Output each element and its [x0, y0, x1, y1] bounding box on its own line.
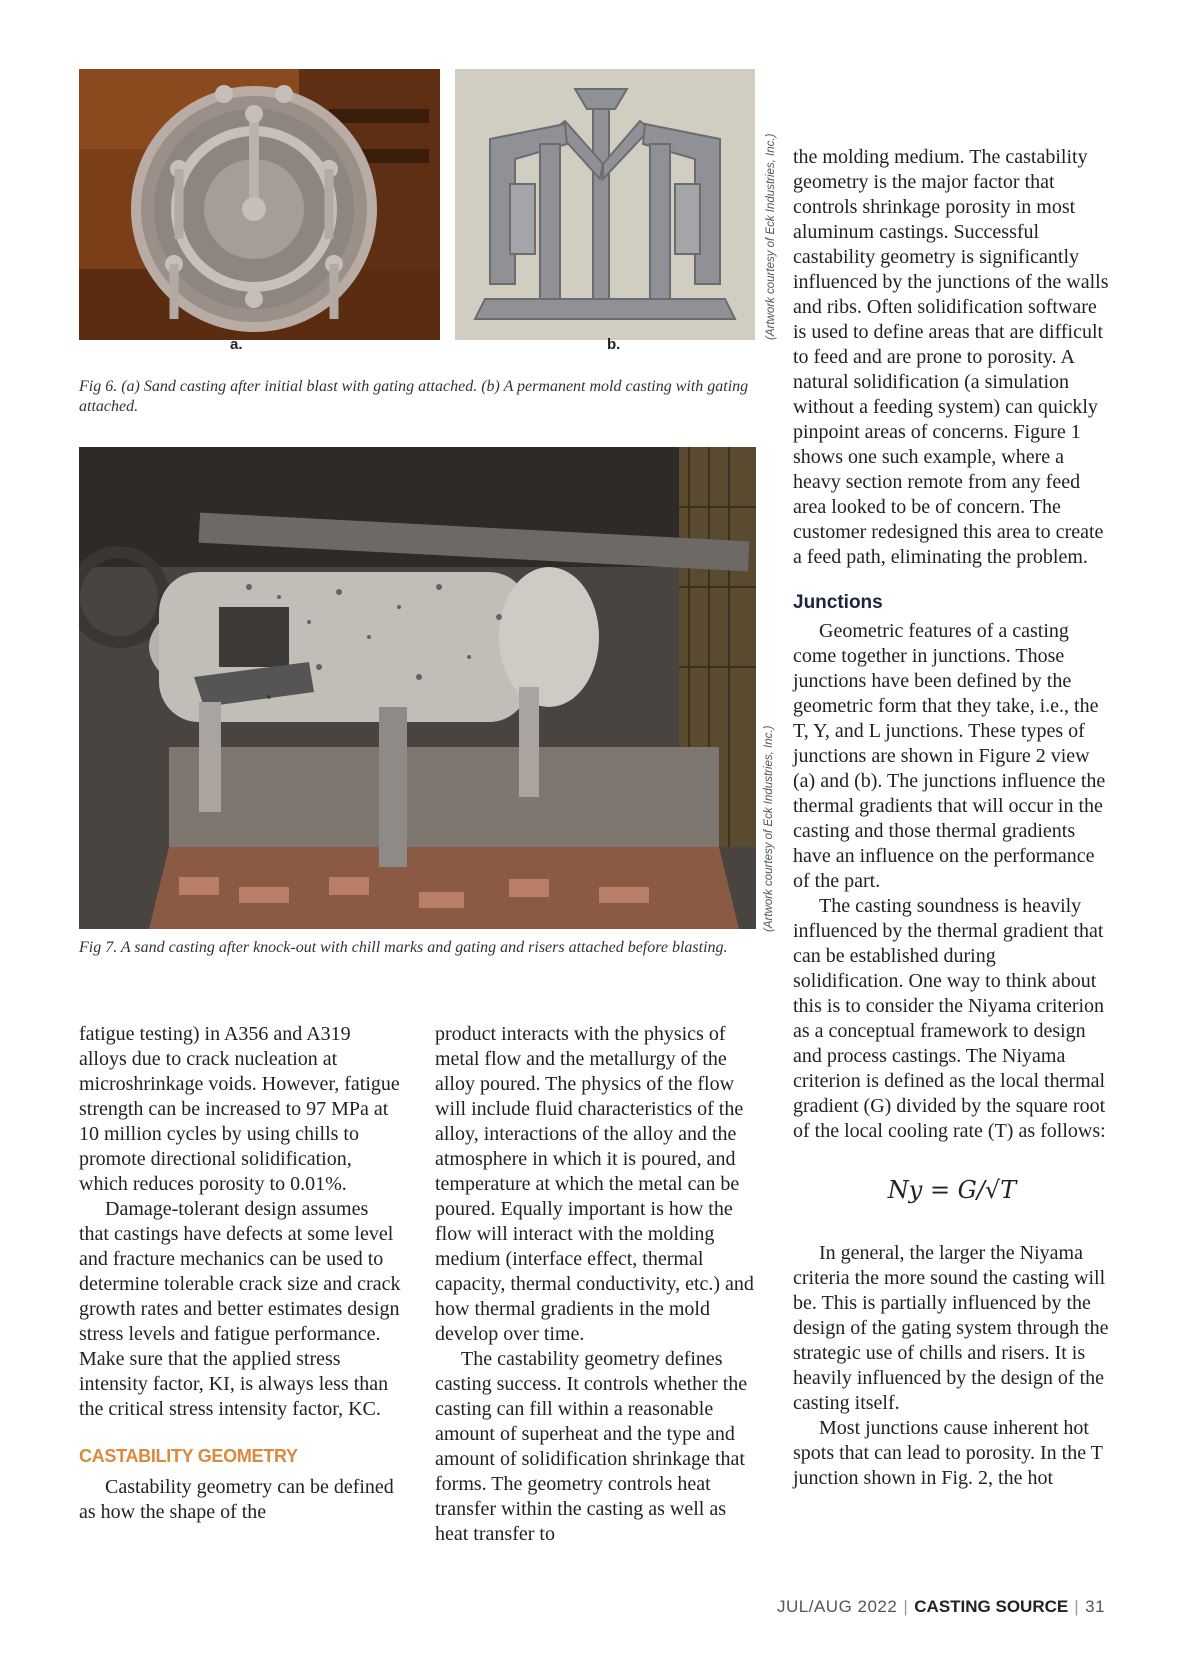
- column-3: [793, 145, 1111, 1491]
- castability-geometry-heading: CASTABILITY GEOMETRY: [79, 1446, 298, 1466]
- column3-paragraph-3: The casting soundness is heavily influenced by the thermal gradient that can be established during solidification. One way to think about this is to consider the Niyama criterion as a conceptual framework to design and process castings. The Niyama criterion is defined as the local thermal gradient (G) divided by the square root of the local cooling rate (T) as follows:: [793, 895, 1106, 1142]
- figure6a-label: a.: [230, 336, 243, 353]
- figure6b-permanent-mold-casting-photo: [455, 69, 755, 340]
- page-footer: JUL/AUG 2022 | CASTING SOURCE | 31: [777, 1597, 1106, 1616]
- footer-magazine-name: CASTING SOURCE: [914, 1597, 1069, 1616]
- figure7-sand-casting-photo: [79, 447, 756, 929]
- figure7-credit: (Artwork courtesy of Eck Industries, Inc.): [763, 725, 775, 932]
- niyama-formula: Ny = G/√T: [887, 1176, 1017, 1204]
- footer-issue: JUL/AUG 2022: [777, 1597, 898, 1616]
- figure6a-sand-casting-photo: [79, 69, 440, 340]
- figure6-caption: Fig 6. (a) Sand casting after initial blast with gating attached. (b) A permanent mold casting with gating attached.: [79, 378, 749, 415]
- column1-paragraph-2: Damage-tolerant design assumes that castings have defects at some level and fracture mechanics can be used to determine tolerable crack size and crack growth rates and better estimates design stress levels and fatigue performance. Make sure that the applied stress intensity factor, KI, is always less than the critical stress intensity factor, KC.: [79, 1198, 401, 1420]
- figure6-credit: (Artwork courtesy of Eck Industries, Inc.): [765, 133, 777, 340]
- column-2: [435, 1022, 757, 1547]
- column3-paragraph-2: Geometric features of a casting come together in junctions. Those junctions have been defined by the geometric form that they take, i.e., the T, Y, and L junctions. These types of junctions are shown in Figure 2 view (a) and (b). The junctions influence the thermal gradients that will occur in the casting and those thermal gradients have an influence on the performance of the part.: [793, 620, 1106, 892]
- junctions-heading: Junctions: [793, 592, 883, 613]
- figure6b-label: b.: [607, 336, 621, 353]
- column3-paragraph-5: Most junctions cause inherent hot spots that can lead to porosity. In the T junction shown in Fig. 2, the hot: [793, 1417, 1103, 1489]
- column3-paragraph-1: the molding medium. The castability geometry is the major factor that controls shrinkage porosity in most aluminum castings. Successful castability geometry is significantly influenced by the junctions of the walls and ribs. Often solidification software is used to define areas that are difficult to feed and are prone to porosity. A natural solidification (a simulation without a feeding system) can quickly pinpoint areas of concerns. Figure 1 shows one such example, where a heavy section remote from any feed area looked to be of concern. The customer redesigned this area to create a feed path, eliminating the problem.: [793, 146, 1109, 568]
- column3-paragraph-4: In general, the larger the Niyama criteria the more sound the casting will be. This is partially influenced by the design of the gating system through the strategic use of chills and risers. It is heavily influenced by the design of the casting itself.: [793, 1242, 1109, 1414]
- column2-paragraph-1: product interacts with the physics of metal flow and the metallurgy of the alloy poured. The physics of the flow will include fluid characteristics of the alloy, interactions of the alloy and the atmosphere in which it is poured, and temperature at which the metal can be poured. Equally important is how the flow will interact with the molding medium (interface effect, thermal capacity, thermal conductivity, etc.) and how thermal gradients in the mold develop over time.: [435, 1023, 754, 1345]
- figure7-caption: Fig 7. A sand casting after knock-out with chill marks and gating and risers attached before blasting.: [79, 939, 728, 956]
- column1-paragraph-3: Castability geometry can be defined as how the shape of the: [79, 1476, 394, 1523]
- footer-page-number: 31: [1085, 1597, 1106, 1616]
- column-1: [79, 1022, 403, 1525]
- column2-paragraph-2: The castability geometry defines casting success. It controls whether the casting can fill within a reasonable amount of superheat and the type and amount of solidification shrinkage that forms. The geometry controls heat transfer within the casting as well as heat transfer to: [435, 1348, 748, 1545]
- column1-paragraph-1: fatigue testing) in A356 and A319 alloys due to crack nucleation at microshrinkage voids. However, fatigue strength can be increased to 97 MPa at 10 million cycles by using chills to promote directional solidification, which reduces porosity to 0.01%.: [79, 1023, 400, 1195]
